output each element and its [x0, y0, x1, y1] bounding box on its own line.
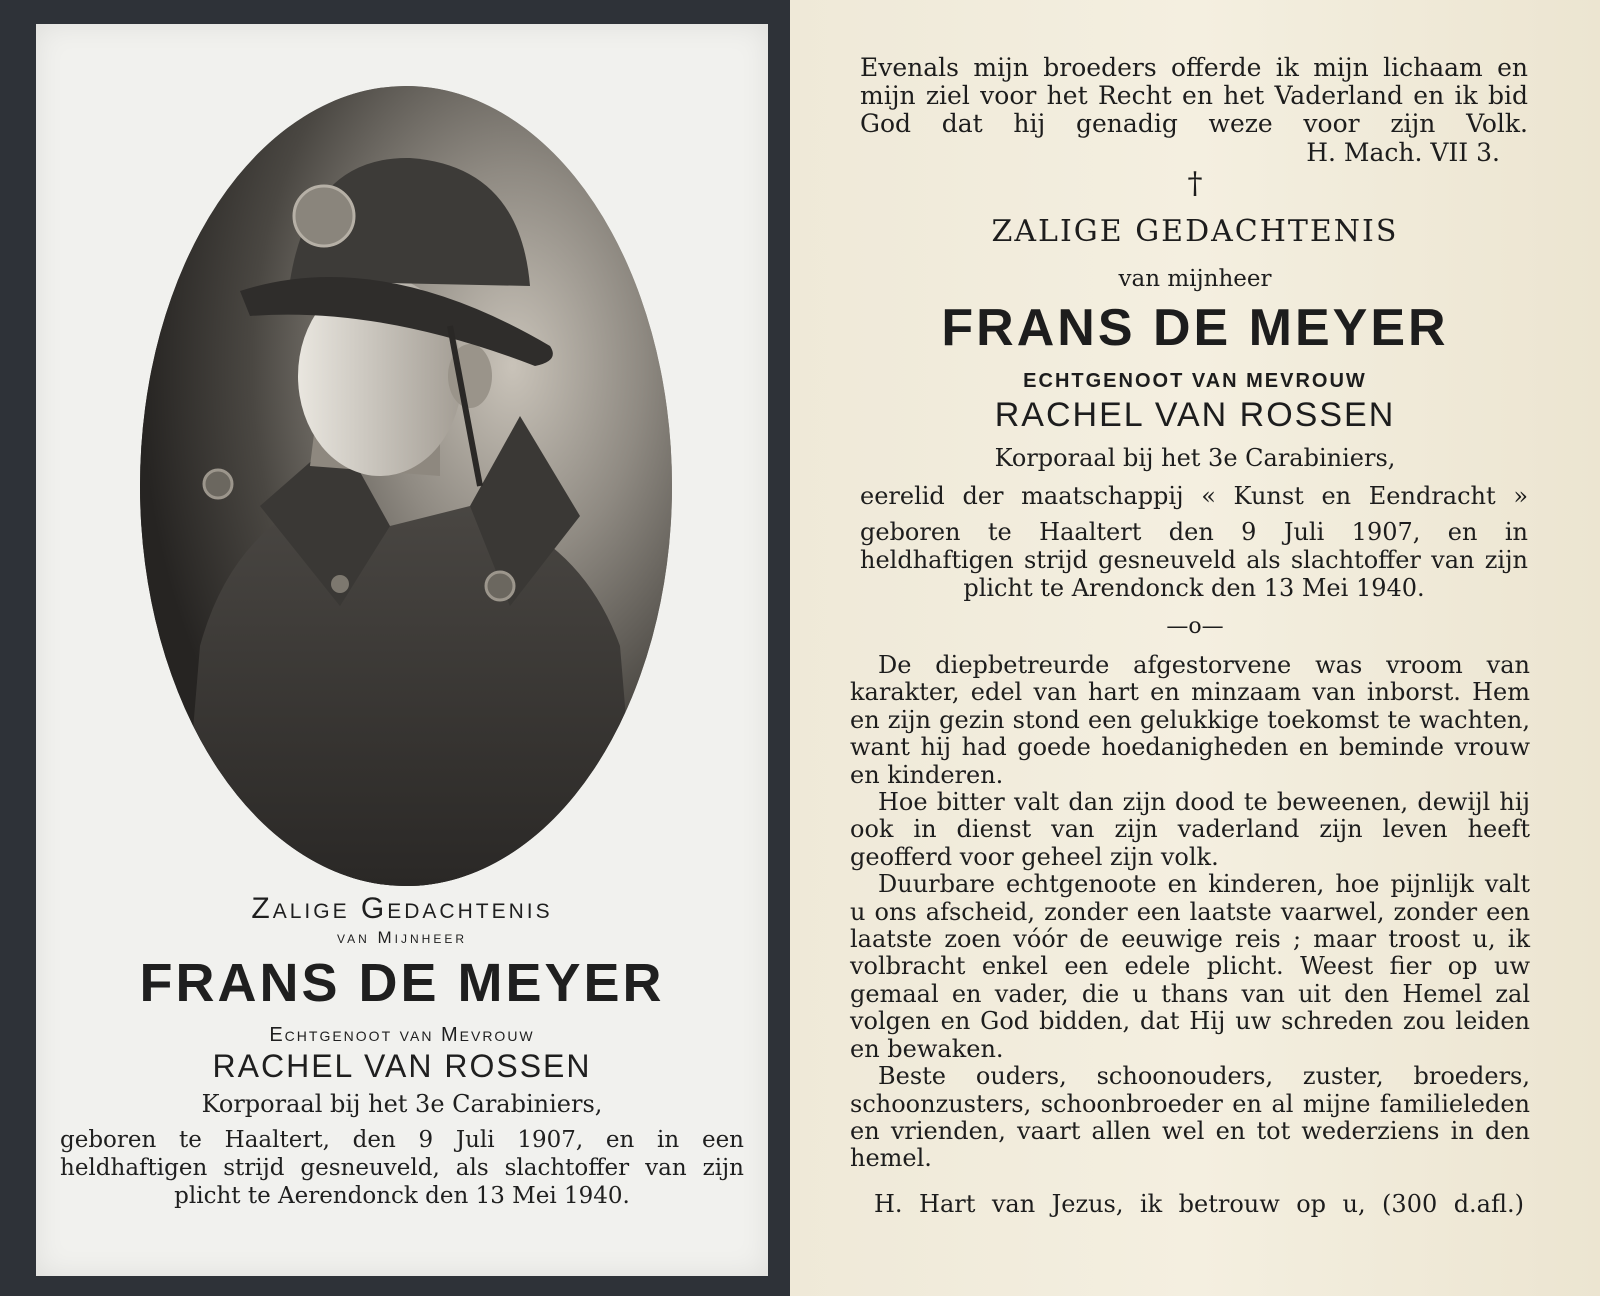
- left-rank: Korporaal bij het 3e Carabiniers,: [201, 1090, 603, 1118]
- right-rank: Korporaal bij het 3e Carabiniers,: [994, 444, 1396, 472]
- section-separator: —o—: [1166, 614, 1224, 639]
- left-memorial-card: [0, 0, 790, 1296]
- soldier-portrait-illustration: [140, 86, 672, 886]
- scripture-reference: H. Mach. VII 3.: [1306, 138, 1500, 167]
- left-spouse-name: RACHEL VAN ROSSEN: [212, 1048, 592, 1084]
- left-heading: Zalige Gedachtenis: [251, 892, 553, 925]
- closing-prayer: H. Hart van Jezus, ik betrouw op u, (300 d.afl.): [874, 1190, 1524, 1218]
- honorary-membership: eerelid der maatschappij « Kunst en Eendracht »: [860, 482, 1528, 510]
- right-biography: geboren te Haaltert den 9 Juli 1907, en in heldhaftigen strijd gesneuveld als slachtoffer van zijn plicht te Arendonck den 13 Mei 1940.: [860, 518, 1528, 602]
- right-van-label: van mijnheer: [1118, 266, 1272, 292]
- soldier-portrait-photo: [140, 86, 672, 886]
- left-deceased-name: FRANS DE MEYER: [139, 953, 665, 1013]
- eulogy-text: [850, 652, 1530, 1173]
- left-card-face: [36, 24, 768, 1276]
- eulogy-paragraph: Beste ouders, schoonouders, zuster, broeders, schoonzusters, schoonbroeder en al mijne familieleden en vrienden, vaart allen wel en tot wederziens in den hemel.: [850, 1062, 1530, 1173]
- right-memorial-card: [790, 0, 1600, 1296]
- scripture-verse: Evenals mijn broeders offerde ik mijn lichaam en mijn ziel voor het Recht en het Vaderland en ik bid God dat hij genadig weze voor zijn Volk.: [860, 53, 1528, 138]
- eulogy-paragraph: Duurbare echtgenoote en kinderen, hoe pijnlijk valt u ons afscheid, zonder een laatste vaarwel, zonder een laatste zoen vóór de eeuwige reis ; maar troost u, ik volbracht enkel een edele plicht. Weest fier op uw gemaal en vader, die u thans van uit den Hemel zal volgen en God bidden, dat Hij uw schreden zou leiden en bewaken.: [850, 870, 1530, 1063]
- left-biography: geboren te Haaltert, den 9 Juli 1907, en in een heldhaftigen strijd gesneuveld, als slachtoffer van zijn plicht te Aerendonck den 13 Mei 1940.: [60, 1127, 744, 1209]
- cross-icon: †: [1187, 166, 1203, 201]
- eulogy-paragraph: De diepbetreurde afgestorvene was vroom van karakter, edel van hart en minzaam van inborst. Hem en zijn gezin stond een gelukkige toekomst te wachten, want hij had goede hoedanigheden en beminde vrouw en kinderen.: [850, 651, 1530, 789]
- right-spouse-label: ECHTGENOOT VAN MEVROUW: [1023, 370, 1367, 392]
- left-van-label: van Mijnheer: [336, 928, 467, 947]
- left-spouse-label: Echtgenoot van Mevrouw: [269, 1024, 535, 1046]
- right-heading: ZALIGE GEDACHTENIS: [991, 214, 1399, 249]
- right-deceased-name: FRANS DE MEYER: [941, 299, 1449, 357]
- right-spouse-name: RACHEL VAN ROSSEN: [994, 396, 1396, 434]
- eulogy-paragraph: Hoe bitter valt dan zijn dood te beweenen, dewijl hij ook in dienst van zijn vaderland zijn leven heeft geofferd voor geheel zijn volk.: [850, 788, 1530, 871]
